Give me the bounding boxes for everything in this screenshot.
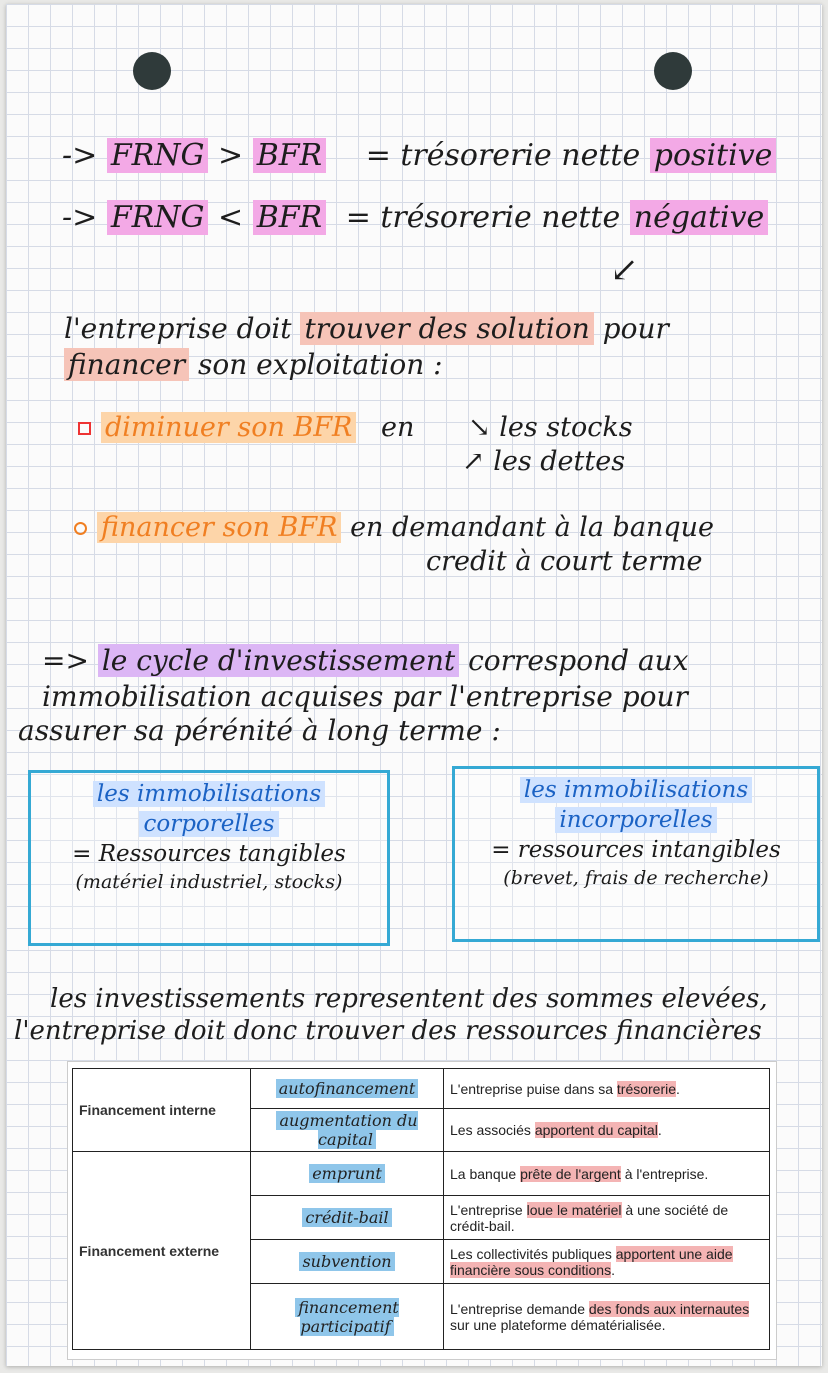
description-cell: Les associés apportent du capital. (444, 1109, 770, 1152)
financing-table-paper (68, 1062, 776, 1359)
bullet1-dettes: ↗ les dettes (462, 446, 626, 477)
equation-text: = trésorerie nette (365, 138, 641, 173)
bfr-label: BFR (253, 138, 326, 173)
checkbox-square-icon (78, 422, 91, 435)
bullet-diminuer-bfr: diminuer son BFR en (78, 412, 414, 443)
result-negative: négative (630, 200, 769, 235)
mode-cell: crédit-bail (251, 1196, 444, 1240)
binder-hole-right (654, 52, 692, 90)
invest-line1: les investissements representent des sommes elevées, (50, 984, 768, 1014)
invest-line2: l'entreprise doit donc trouver des ressources financières (14, 1016, 762, 1046)
arrow-text: -> (62, 138, 98, 173)
notebook-card (6, 4, 822, 1366)
description-cell: La banque prête de l'argent à l'entreprise. (444, 1152, 770, 1196)
category-internal: Financement interne (73, 1069, 251, 1152)
operator: > (218, 138, 244, 173)
bullet-circle-icon (74, 522, 87, 535)
bullet1-stocks: ↘ les stocks (468, 412, 633, 443)
mode-cell: emprunt (251, 1152, 444, 1196)
description-cell: L'entreprise demande des fonds aux internautes sur une plateforme dématérialisée. (444, 1284, 770, 1350)
box-immobilisations-corporelles: les immobilisations corporelles = Ressources tangibles (matériel industriel, stocks) (28, 770, 390, 946)
bullet2-line2: credit à court terme (426, 546, 703, 577)
mode-cell: subvention (251, 1240, 444, 1284)
mode-cell: autofinancement (251, 1069, 444, 1109)
bfr-label: BFR (253, 200, 326, 235)
arrow-text: -> (62, 200, 98, 235)
rule-frng-less (62, 200, 768, 235)
description-cell: Les collectivités publiques apportent une aide financière sous conditions. (444, 1240, 770, 1284)
mode-cell: financement participatif (251, 1284, 444, 1350)
solution-paragraph-line2: financer son exploitation : (64, 348, 443, 381)
table-row (73, 1069, 770, 1109)
mode-cell: augmentation du capital (251, 1109, 444, 1152)
description-cell: L'entreprise puise dans sa trésorerie. (444, 1069, 770, 1109)
binder-hole-left (133, 52, 171, 90)
cycle-line2: immobilisation acquises par l'entreprise pour (42, 680, 688, 713)
box-immobilisations-incorporelles: les immobilisations incorporelles = ressources intangibles (brevet, frais de recherche) (452, 766, 820, 942)
description-cell: L'entreprise loue le matériel à une société de crédit-bail. (444, 1196, 770, 1240)
equation-text: = trésorerie nette (345, 200, 621, 235)
operator: < (218, 200, 244, 235)
bullet-financer-bfr: financer son BFR en demandant à la banque (74, 512, 714, 543)
solution-paragraph-line1: l'entreprise doit trouver des solution pour (64, 312, 669, 345)
table-row (73, 1152, 770, 1196)
rule-frng-greater (62, 138, 776, 173)
result-positive: positive (650, 138, 777, 173)
down-left-arrow-icon: ↙ (610, 250, 639, 290)
financing-table (72, 1068, 770, 1350)
frng-label: FRNG (107, 138, 209, 173)
cycle-line1: => le cycle d'investissement correspond aux (42, 644, 689, 677)
frng-label: FRNG (107, 200, 209, 235)
category-external: Financement externe (73, 1152, 251, 1350)
cycle-line3: assurer sa pérénité à long terme : (18, 714, 501, 747)
